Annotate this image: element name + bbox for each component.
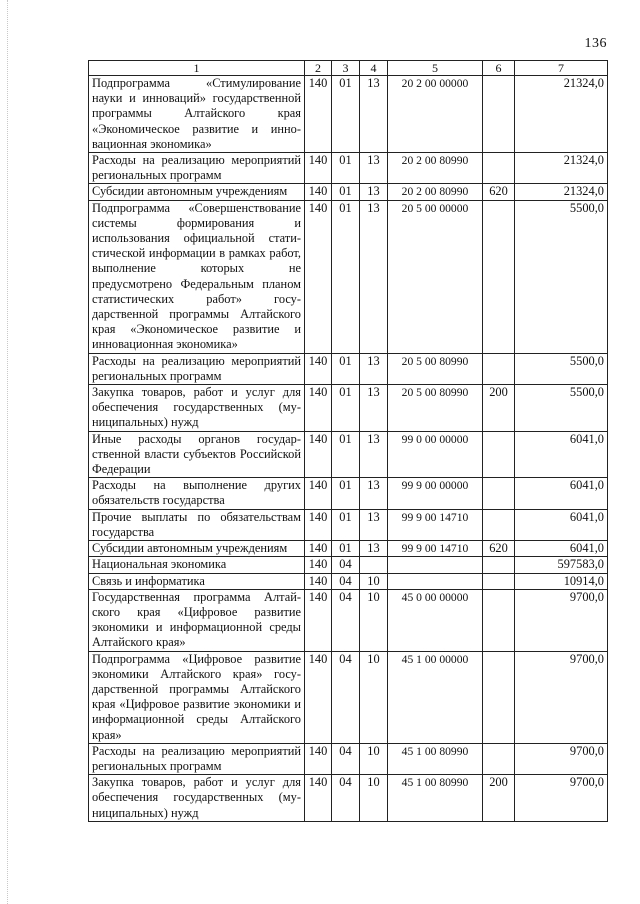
row-expense-type-cell: 200 (483, 775, 515, 822)
table-row (89, 651, 608, 743)
row-amount-cell: 10914,0 (515, 573, 608, 589)
table-row (89, 184, 608, 200)
row-name-cell: Закупка товаров, работ и услуг для обеспечения государственных (муниципальных) нужд (89, 775, 305, 822)
row-section-cell: 01 (332, 184, 360, 200)
row-section-cell: 04 (332, 775, 360, 822)
row-target-article-cell: 20 5 00 80990 (388, 385, 483, 432)
row-name-cell: Прочие выплаты по обязательствам государства (89, 509, 305, 540)
row-section-cell: 01 (332, 353, 360, 384)
row-name-cell: Подпрограмма «Совершенствование системы формирования и использования официальной статистической информации в рамках работ, выполнение которых не предусмотрено Федеральным планом статистических работ» государственной программы Алтайского края «Экономическое развитие и инновационная экономика» (89, 200, 305, 353)
row-expense-type-cell (483, 353, 515, 384)
table-row (89, 541, 608, 557)
row-section-cell: 01 (332, 153, 360, 184)
row-target-article-cell: 99 9 00 14710 (388, 509, 483, 540)
table-row (89, 353, 608, 384)
row-ved-cell: 140 (305, 200, 332, 353)
column-header: 7 (515, 61, 608, 76)
row-amount-cell: 21324,0 (515, 76, 608, 153)
row-expense-type-cell (483, 200, 515, 353)
row-target-article-cell: 45 0 00 00000 (388, 589, 483, 651)
row-name-cell: Подпрограмма «Стимулирование науки и инноваций» государственной программы Алтайского края «Экономическое развитие и инновационная экономика» (89, 76, 305, 153)
row-target-article-cell: 99 9 00 14710 (388, 541, 483, 557)
row-section-cell: 04 (332, 573, 360, 589)
row-expense-type-cell (483, 573, 515, 589)
row-amount-cell: 6041,0 (515, 509, 608, 540)
row-target-article-cell: 99 0 00 00000 (388, 431, 483, 478)
row-subsection-cell: 13 (360, 541, 388, 557)
row-target-article-cell: 20 2 00 80990 (388, 153, 483, 184)
row-section-cell: 01 (332, 76, 360, 153)
row-subsection-cell: 10 (360, 743, 388, 774)
row-expense-type-cell (483, 431, 515, 478)
row-ved-cell: 140 (305, 651, 332, 743)
row-expense-type-cell (483, 478, 515, 509)
column-header: 2 (305, 61, 332, 76)
row-ved-cell: 140 (305, 557, 332, 573)
row-expense-type-cell (483, 76, 515, 153)
row-expense-type-cell (483, 557, 515, 573)
column-header: 3 (332, 61, 360, 76)
row-amount-cell: 5500,0 (515, 200, 608, 353)
row-amount-cell: 21324,0 (515, 153, 608, 184)
row-subsection-cell: 13 (360, 184, 388, 200)
row-name-cell: Расходы на реализацию мероприятий региональных программ (89, 153, 305, 184)
row-target-article-cell: 45 1 00 80990 (388, 775, 483, 822)
row-target-article-cell: 45 1 00 80990 (388, 743, 483, 774)
table-row (89, 478, 608, 509)
table-row (89, 431, 608, 478)
table-row (89, 385, 608, 432)
row-target-article-cell (388, 557, 483, 573)
table-row (89, 76, 608, 153)
row-amount-cell: 9700,0 (515, 651, 608, 743)
table-row (89, 200, 608, 353)
row-ved-cell: 140 (305, 353, 332, 384)
row-name-cell: Расходы на реализацию мероприятий региональных программ (89, 743, 305, 774)
row-ved-cell: 140 (305, 478, 332, 509)
row-ved-cell: 140 (305, 153, 332, 184)
row-subsection-cell: 10 (360, 651, 388, 743)
row-amount-cell: 597583,0 (515, 557, 608, 573)
row-name-cell: Закупка товаров, работ и услуг для обеспечения государственных (муниципальных) нужд (89, 385, 305, 432)
row-amount-cell: 6041,0 (515, 431, 608, 478)
row-amount-cell: 21324,0 (515, 184, 608, 200)
row-amount-cell: 9700,0 (515, 775, 608, 822)
row-expense-type-cell (483, 743, 515, 774)
row-subsection-cell: 13 (360, 76, 388, 153)
table-body (89, 76, 608, 822)
column-header: 5 (388, 61, 483, 76)
row-ved-cell: 140 (305, 76, 332, 153)
row-ved-cell: 140 (305, 589, 332, 651)
row-subsection-cell: 13 (360, 153, 388, 184)
row-ved-cell: 140 (305, 509, 332, 540)
row-target-article-cell (388, 573, 483, 589)
table-header-row (89, 61, 608, 76)
row-target-article-cell: 20 2 00 80990 (388, 184, 483, 200)
table-row (89, 743, 608, 774)
table-row (89, 153, 608, 184)
row-name-cell: Национальная экономика (89, 557, 305, 573)
row-ved-cell: 140 (305, 385, 332, 432)
row-target-article-cell: 99 9 00 00000 (388, 478, 483, 509)
row-target-article-cell: 45 1 00 00000 (388, 651, 483, 743)
column-header: 1 (89, 61, 305, 76)
row-name-cell: Расходы на выполнение других обязательств государства (89, 478, 305, 509)
row-expense-type-cell: 200 (483, 385, 515, 432)
row-section-cell: 01 (332, 431, 360, 478)
row-section-cell: 01 (332, 385, 360, 432)
row-amount-cell: 9700,0 (515, 589, 608, 651)
row-section-cell: 01 (332, 509, 360, 540)
scan-edge-line (7, 0, 9, 904)
row-expense-type-cell (483, 509, 515, 540)
row-subsection-cell: 10 (360, 775, 388, 822)
row-expense-type-cell (483, 153, 515, 184)
row-section-cell: 01 (332, 200, 360, 353)
row-section-cell: 04 (332, 743, 360, 774)
row-subsection-cell: 10 (360, 573, 388, 589)
row-ved-cell: 140 (305, 184, 332, 200)
row-subsection-cell (360, 557, 388, 573)
row-name-cell: Субсидии автономным учреждениям (89, 541, 305, 557)
column-header: 4 (360, 61, 388, 76)
row-name-cell: Подпрограмма «Цифровое развитие экономики Алтайского края» государственной программы Алтайского края «Цифровое развитие экономики и информационной среды Алтайского края» (89, 651, 305, 743)
row-expense-type-cell: 620 (483, 541, 515, 557)
row-name-cell: Государственная программа Алтайского края «Цифровое развитие экономики и информационной среды Алтайского края» (89, 589, 305, 651)
row-target-article-cell: 20 5 00 80990 (388, 353, 483, 384)
row-section-cell: 04 (332, 557, 360, 573)
row-amount-cell: 9700,0 (515, 743, 608, 774)
table-row (89, 509, 608, 540)
row-amount-cell: 6041,0 (515, 541, 608, 557)
row-ved-cell: 140 (305, 743, 332, 774)
row-section-cell: 04 (332, 651, 360, 743)
row-ved-cell: 140 (305, 431, 332, 478)
row-subsection-cell: 13 (360, 509, 388, 540)
page-number: 136 (584, 36, 607, 51)
row-ved-cell: 140 (305, 573, 332, 589)
row-subsection-cell: 13 (360, 353, 388, 384)
row-target-article-cell: 20 5 00 00000 (388, 200, 483, 353)
table-row (89, 589, 608, 651)
table-row (89, 557, 608, 573)
row-subsection-cell: 13 (360, 200, 388, 353)
table-row (89, 573, 608, 589)
row-expense-type-cell (483, 651, 515, 743)
row-name-cell: Субсидии автономным учреждениям (89, 184, 305, 200)
row-expense-type-cell: 620 (483, 184, 515, 200)
row-subsection-cell: 13 (360, 478, 388, 509)
row-ved-cell: 140 (305, 775, 332, 822)
row-amount-cell: 5500,0 (515, 385, 608, 432)
row-name-cell: Связь и информатика (89, 573, 305, 589)
row-section-cell: 01 (332, 478, 360, 509)
row-target-article-cell: 20 2 00 00000 (388, 76, 483, 153)
table-row (89, 775, 608, 822)
row-section-cell: 04 (332, 589, 360, 651)
row-name-cell: Иные расходы органов государственной власти субъектов Российской Федерации (89, 431, 305, 478)
row-ved-cell: 140 (305, 541, 332, 557)
row-amount-cell: 6041,0 (515, 478, 608, 509)
row-expense-type-cell (483, 589, 515, 651)
row-subsection-cell: 13 (360, 431, 388, 478)
row-subsection-cell: 13 (360, 385, 388, 432)
row-amount-cell: 5500,0 (515, 353, 608, 384)
row-section-cell: 01 (332, 541, 360, 557)
column-header: 6 (483, 61, 515, 76)
row-name-cell: Расходы на реализацию мероприятий региональных программ (89, 353, 305, 384)
budget-table (88, 60, 608, 822)
row-subsection-cell: 10 (360, 589, 388, 651)
